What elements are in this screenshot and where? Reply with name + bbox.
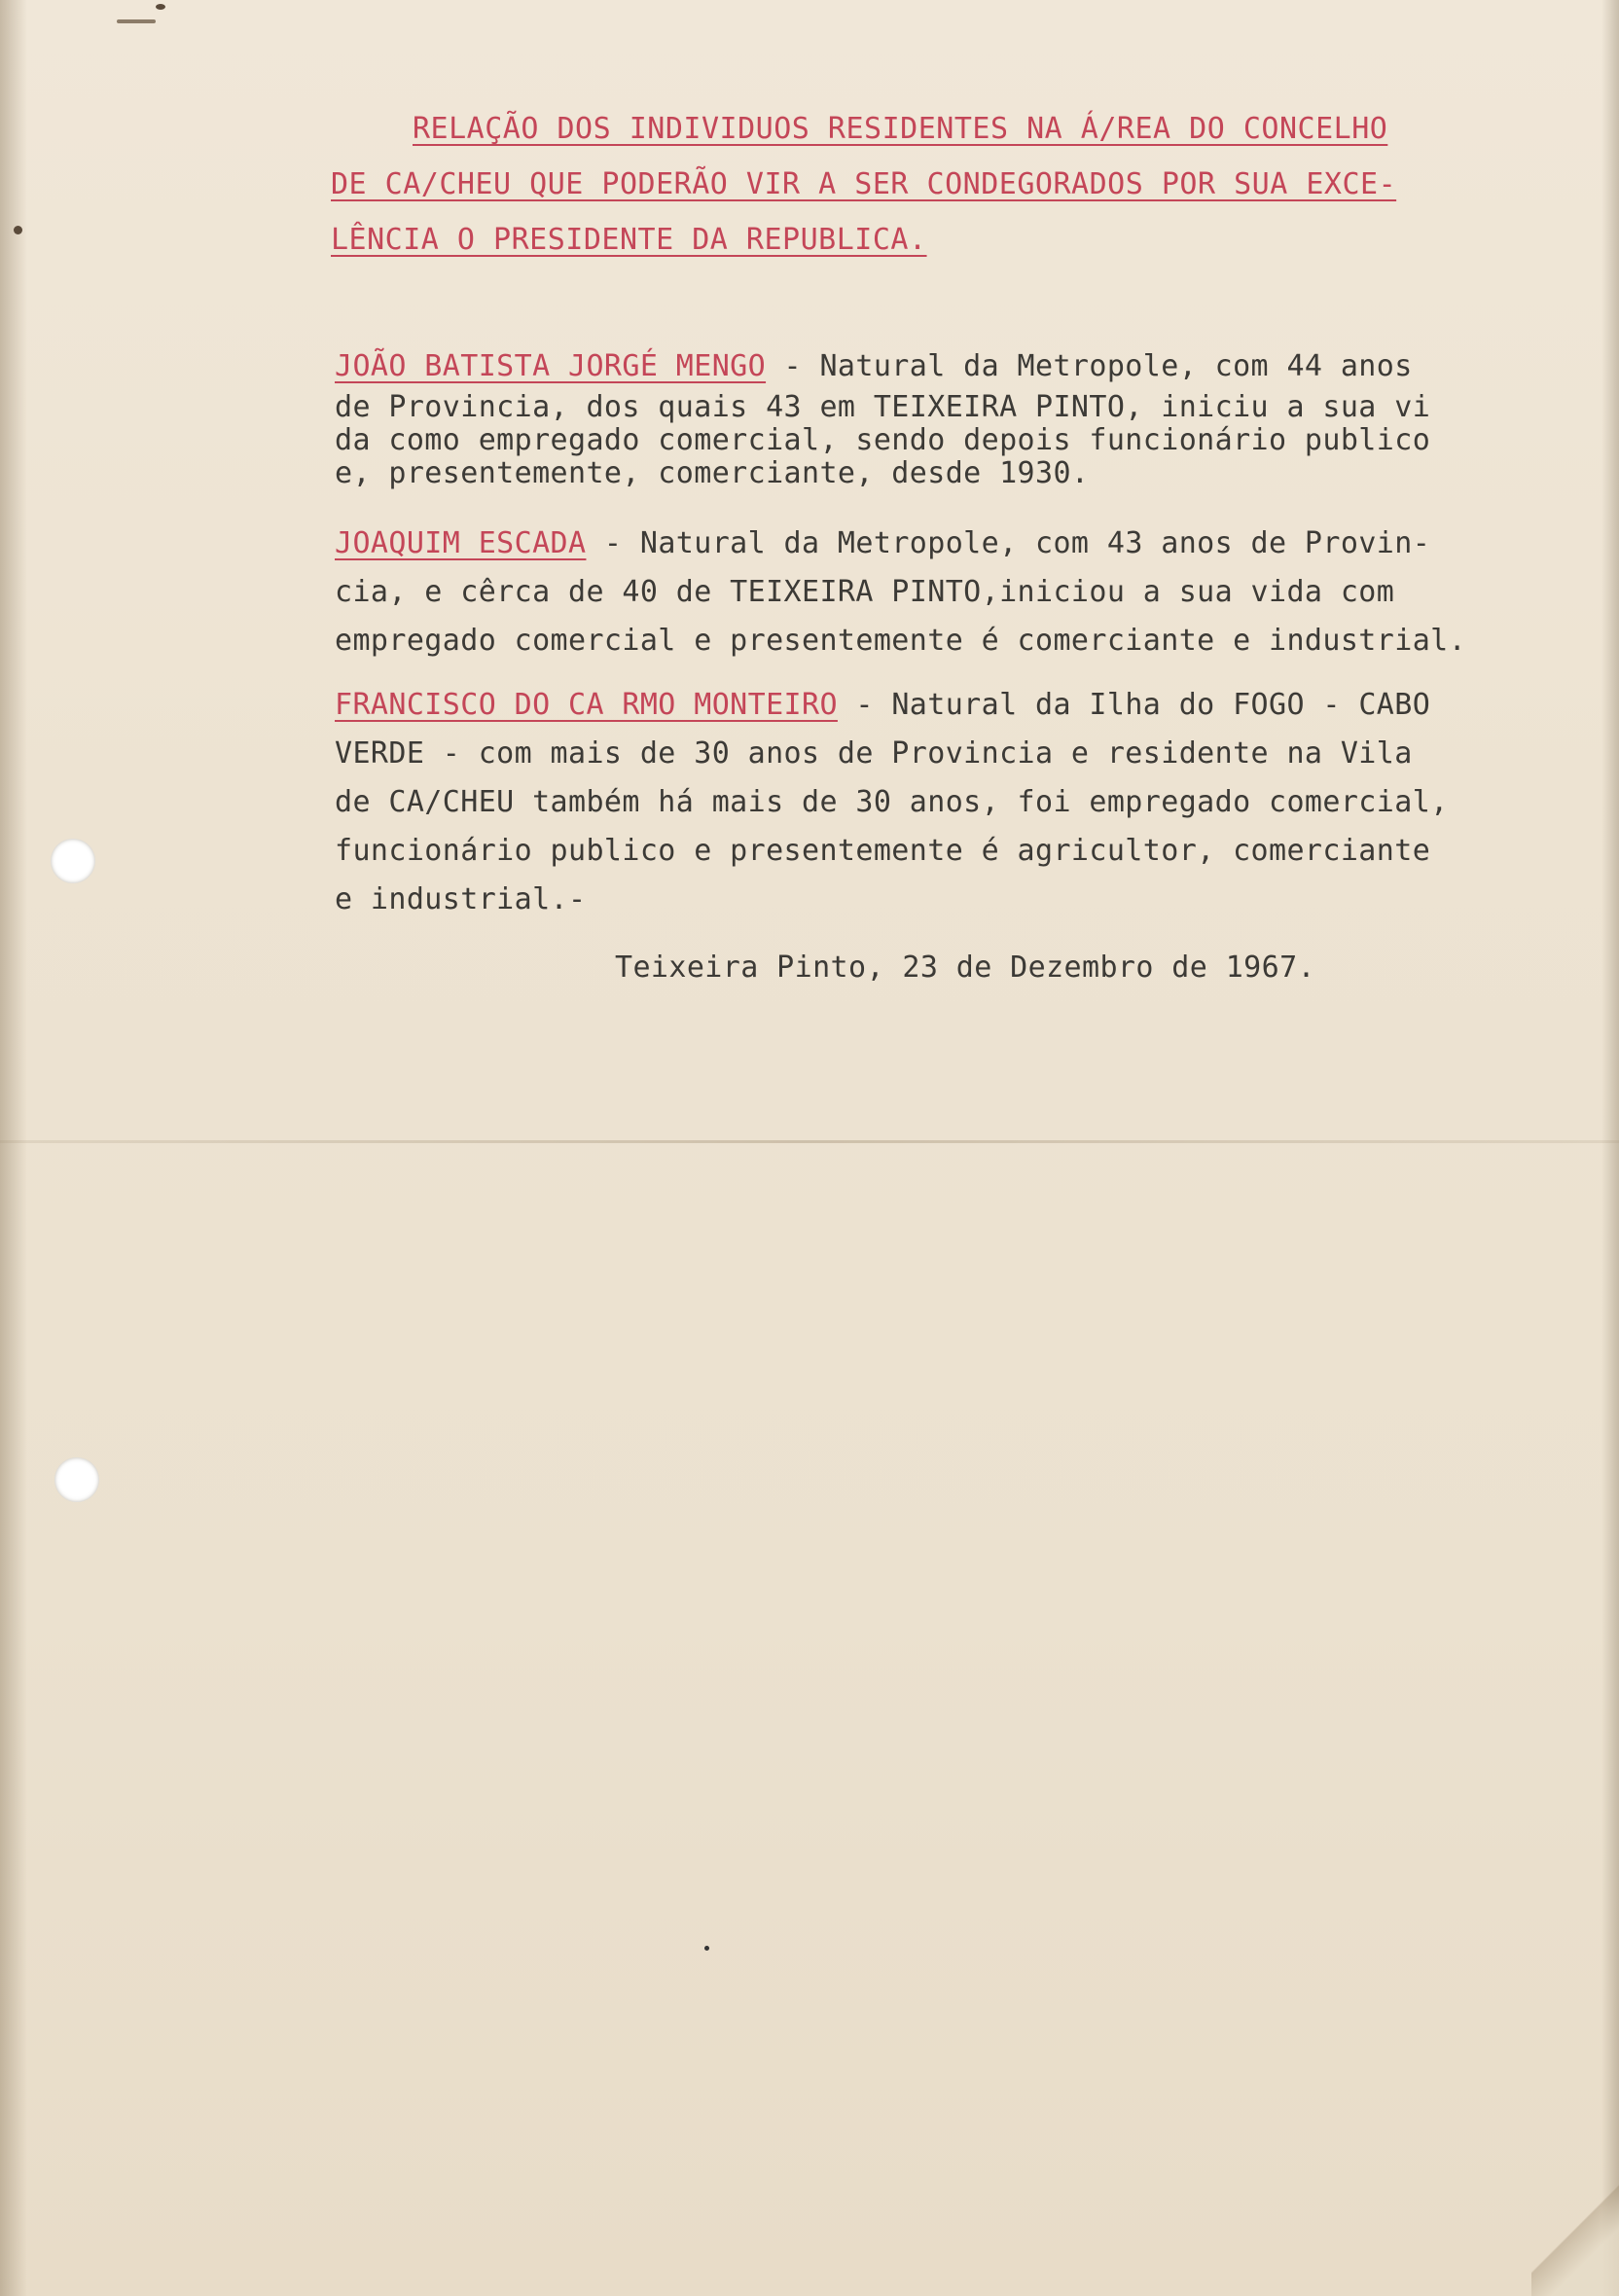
entry-line: cia, e cêrca de 40 de TEIXEIRA PINTO,iniciou a sua vida com	[335, 575, 1395, 609]
entry-line: e, presentemente, comerciante, desde 1930.	[335, 456, 1090, 490]
punch-hole	[54, 1457, 99, 1502]
entry-line: de CA/CHEU também há mais de 30 anos, foi empregado comercial,	[335, 785, 1449, 819]
punch-hole	[51, 839, 95, 883]
document-heading	[331, 101, 1518, 268]
entry-line: VERDE - com mais de 30 anos de Provincia e residente na Vila	[335, 736, 1413, 771]
paper-corner-curl	[1531, 2160, 1619, 2296]
paper-edge-left	[0, 0, 27, 2296]
dateline: Teixeira Pinto, 23 de Dezembro de 1967.	[615, 951, 1315, 985]
entry-first-line	[335, 681, 1590, 730]
entry-text: - Natural da Metropole, com 43 anos de Provin-	[586, 526, 1431, 560]
entry-line: de Provincia, dos quais 43 em TEIXEIRA PINTO, iniciu a sua vi	[335, 390, 1431, 424]
paper-speck	[156, 4, 165, 10]
entry-francisco-monteiro	[335, 681, 1590, 924]
heading-line: RELAÇÃO DOS INDIVIDUOS RESIDENTES NA Á/REA DO CONCELHO	[413, 112, 1388, 146]
entry-text: - Natural da Metropole, com 44 anos	[766, 349, 1413, 383]
paper-edge-right	[1601, 0, 1619, 2296]
heading-line: LÊNCIA O PRESIDENTE DA REPUBLICA.	[331, 223, 927, 257]
entry-first-line	[335, 342, 1590, 391]
entry-text: - Natural da Ilha do FOGO - CABO	[837, 688, 1431, 722]
entry-line: e industrial.-	[335, 882, 587, 916]
paper-speck	[117, 19, 156, 23]
entry-line: da como empregado comercial, sendo depois funcionário publico	[335, 423, 1431, 457]
paper-fold-line	[0, 1140, 1619, 1143]
entry-name: FRANCISCO DO CA RMO MONTEIRO	[335, 688, 838, 722]
entry-line: funcionário publico e presentemente é agricultor, comerciante	[335, 834, 1431, 868]
entry-joaquim-escada	[335, 520, 1590, 665]
heading-line: DE CA/CHEU QUE PODERÃO VIR A SER CONDEGORADOS POR SUA EXCE-	[331, 167, 1397, 201]
entry-name: JOÃO BATISTA JORGÉ MENGO	[335, 349, 767, 383]
paper-speck	[14, 226, 22, 234]
paper-speck	[704, 1946, 709, 1951]
entry-joao-batista	[335, 342, 1590, 490]
entry-first-line	[335, 520, 1590, 568]
entry-name: JOAQUIM ESCADA	[335, 526, 587, 560]
entry-line: empregado comercial e presentemente é comerciante e industrial.	[335, 624, 1467, 658]
